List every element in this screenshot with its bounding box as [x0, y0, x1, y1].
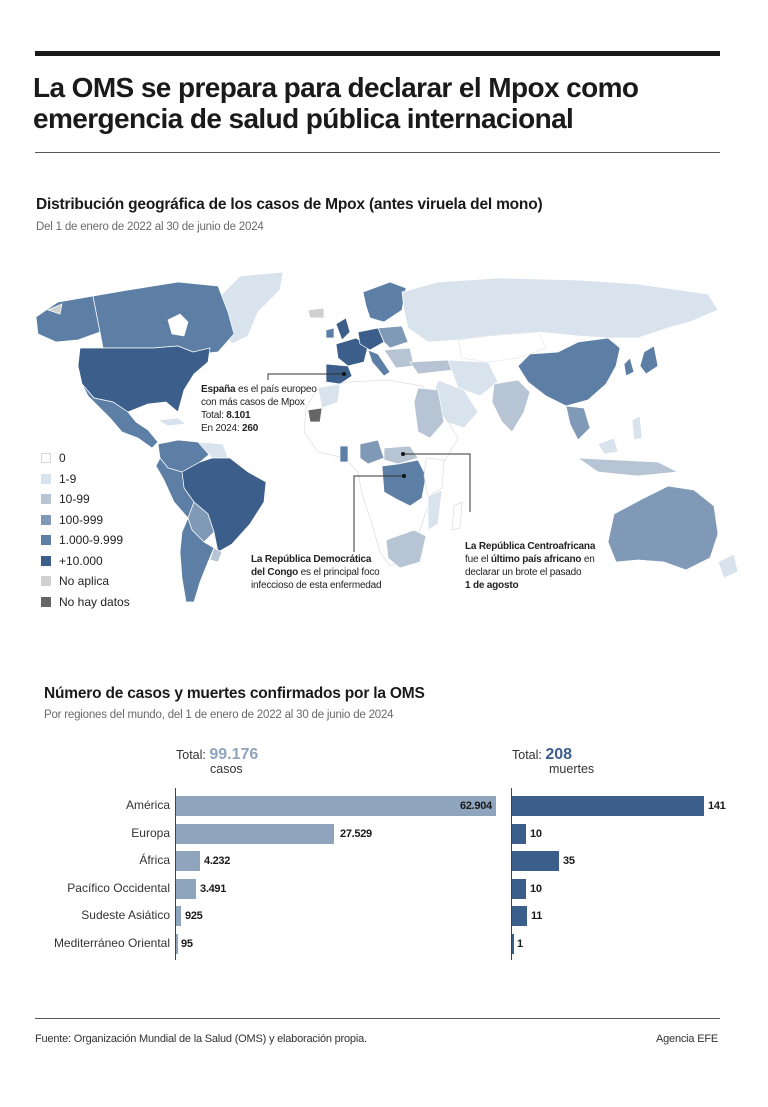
cases-bar — [176, 796, 496, 816]
cases-value: 27.529 — [340, 828, 372, 840]
headline — [33, 72, 733, 134]
car-annotation: La República Centroafricana fue el último país africano en declarar un brote el pasado 1 de agosto — [465, 541, 596, 591]
headline-line-2: emergencia de salud pública internacional — [33, 103, 574, 134]
deaths-value: 11 — [531, 910, 543, 922]
cases-bar — [176, 824, 334, 844]
bars-subtitle: Por regiones del mundo, del 1 de enero de 2022 al 30 de junio de 2024 — [44, 709, 394, 721]
cases-value: 4.232 — [204, 855, 231, 867]
scandinavia — [363, 282, 406, 322]
legend-swatch — [41, 494, 51, 504]
uk — [336, 318, 350, 340]
spain-annotation: España es el país europeo con más casos de Mpox Total: 8.101 En 2024: 260 — [201, 384, 317, 434]
cases-bar — [176, 851, 200, 871]
deaths-bar — [512, 824, 526, 844]
map-legend — [41, 448, 130, 612]
legend-item: 0 — [41, 448, 130, 469]
region-label: Sudeste Asiático — [81, 908, 170, 922]
cases-value: 3.491 — [200, 883, 227, 895]
cases-total: Total: 99.176 casos — [176, 746, 259, 776]
deaths-bar — [512, 934, 514, 954]
legend-item: 1-9 — [41, 469, 130, 490]
map-subtitle: Del 1 de enero de 2022 al 30 de junio de 2024 — [36, 221, 264, 233]
legend-swatch — [41, 453, 51, 463]
legend-swatch — [41, 556, 51, 566]
legend-item: 1.000-9.999 — [41, 530, 130, 551]
deaths-bar — [512, 851, 559, 871]
legend-item: No aplica — [41, 571, 130, 592]
legend-item: 10-99 — [41, 489, 130, 510]
cases-bar — [176, 906, 181, 926]
deaths-total: Total: 208 muertes — [512, 746, 595, 776]
deaths-bar — [512, 906, 527, 926]
australia — [608, 486, 718, 570]
legend-item: No hay datos — [41, 592, 130, 613]
turkey — [410, 360, 454, 374]
deaths-value: 141 — [708, 800, 726, 812]
headline-line-1: La OMS se prepara para declarar el Mpox como — [33, 72, 639, 103]
source-note: Fuente: Organización Mundial de la Salud (OMS) y elaboración propia. — [35, 1033, 367, 1045]
bars-title: Número de casos y muertes confirmados por la OMS — [44, 685, 425, 702]
cases-bar — [176, 879, 196, 899]
region-label: Europa — [131, 826, 170, 840]
cases-value: 925 — [185, 910, 203, 922]
top-rule — [35, 51, 720, 56]
divider — [35, 152, 720, 153]
cases-value: 95 — [181, 938, 193, 950]
region-label: América — [125, 798, 170, 812]
deaths-value: 35 — [563, 855, 575, 867]
legend-item: 100-999 — [41, 510, 130, 531]
legend-swatch — [41, 474, 51, 484]
map-title: Distribución geográfica de los casos de Mpox (antes viruela del mono) — [36, 196, 543, 213]
legend-swatch — [41, 515, 51, 525]
cases-bar — [176, 934, 178, 954]
cases-value: 62.904 — [460, 800, 492, 812]
region-label: Pacífico Occidental — [67, 881, 170, 895]
deaths-bar — [512, 879, 526, 899]
deaths-value: 1 — [517, 938, 523, 950]
legend-swatch — [41, 597, 51, 607]
region-label: Mediterráneo Oriental — [53, 936, 170, 950]
russia — [402, 278, 718, 342]
region-label: África — [139, 853, 170, 867]
japan — [640, 346, 658, 374]
legend-item: +10.000 — [41, 551, 130, 572]
drc-annotation: La República Democrática del Congo es el principal foco infeccioso de esta enfermedad — [251, 554, 382, 591]
footer-divider — [35, 1018, 720, 1019]
legend-swatch — [41, 535, 51, 545]
india — [492, 380, 530, 432]
legend-swatch — [41, 576, 51, 586]
credit: Agencia EFE — [655, 1033, 718, 1045]
alaska — [36, 296, 100, 342]
deaths-value: 10 — [530, 828, 542, 840]
deaths-bar — [512, 796, 704, 816]
deaths-value: 10 — [530, 883, 542, 895]
canada — [93, 282, 234, 354]
